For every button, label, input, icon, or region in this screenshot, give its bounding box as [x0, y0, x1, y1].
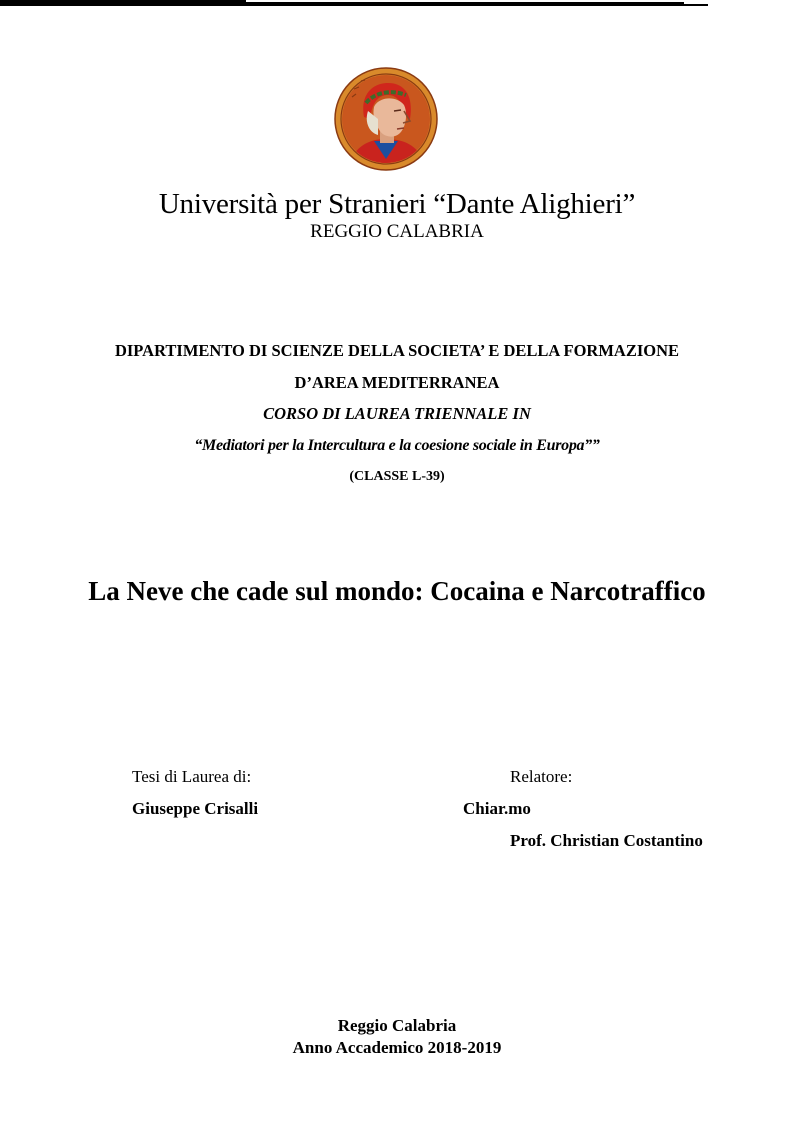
- student-name: Giuseppe Crisalli: [132, 799, 259, 818]
- dante-portrait-seal-icon: [334, 67, 438, 171]
- course-name: “Mediatori per la Intercultura e la coesione sociale in Europa””: [194, 437, 600, 454]
- department-line-2: D’AREA MEDITERRANEA: [294, 373, 500, 392]
- thesis-author-label: Tesi di Laurea di:: [132, 767, 252, 786]
- supervisor-label: Relatore:: [510, 767, 573, 786]
- footer-city: Reggio Calabria: [337, 1016, 457, 1035]
- course-degree: CORSO DI LAUREA TRIENNALE IN: [263, 404, 531, 423]
- supervisor-honorific: Chiar.mo: [463, 799, 531, 818]
- supervisor-name: Prof. Christian Costantino: [510, 831, 703, 850]
- course-class: (CLASSE L-39): [349, 469, 445, 484]
- university-name: Università per Stranieri “Dante Alighieri”: [158, 188, 636, 220]
- divider-lower: [0, 4, 708, 6]
- academic-year: Anno Accademico 2018-2019: [292, 1038, 502, 1057]
- university-city: REGGIO CALABRIA: [310, 221, 484, 242]
- thesis-title: La Neve che cade sul mondo: Cocaina e Narcotraffico: [88, 576, 706, 606]
- department-line-1: DIPARTIMENTO DI SCIENZE DELLA SOCIETA’ E DELLA FORMAZIONE: [114, 341, 680, 360]
